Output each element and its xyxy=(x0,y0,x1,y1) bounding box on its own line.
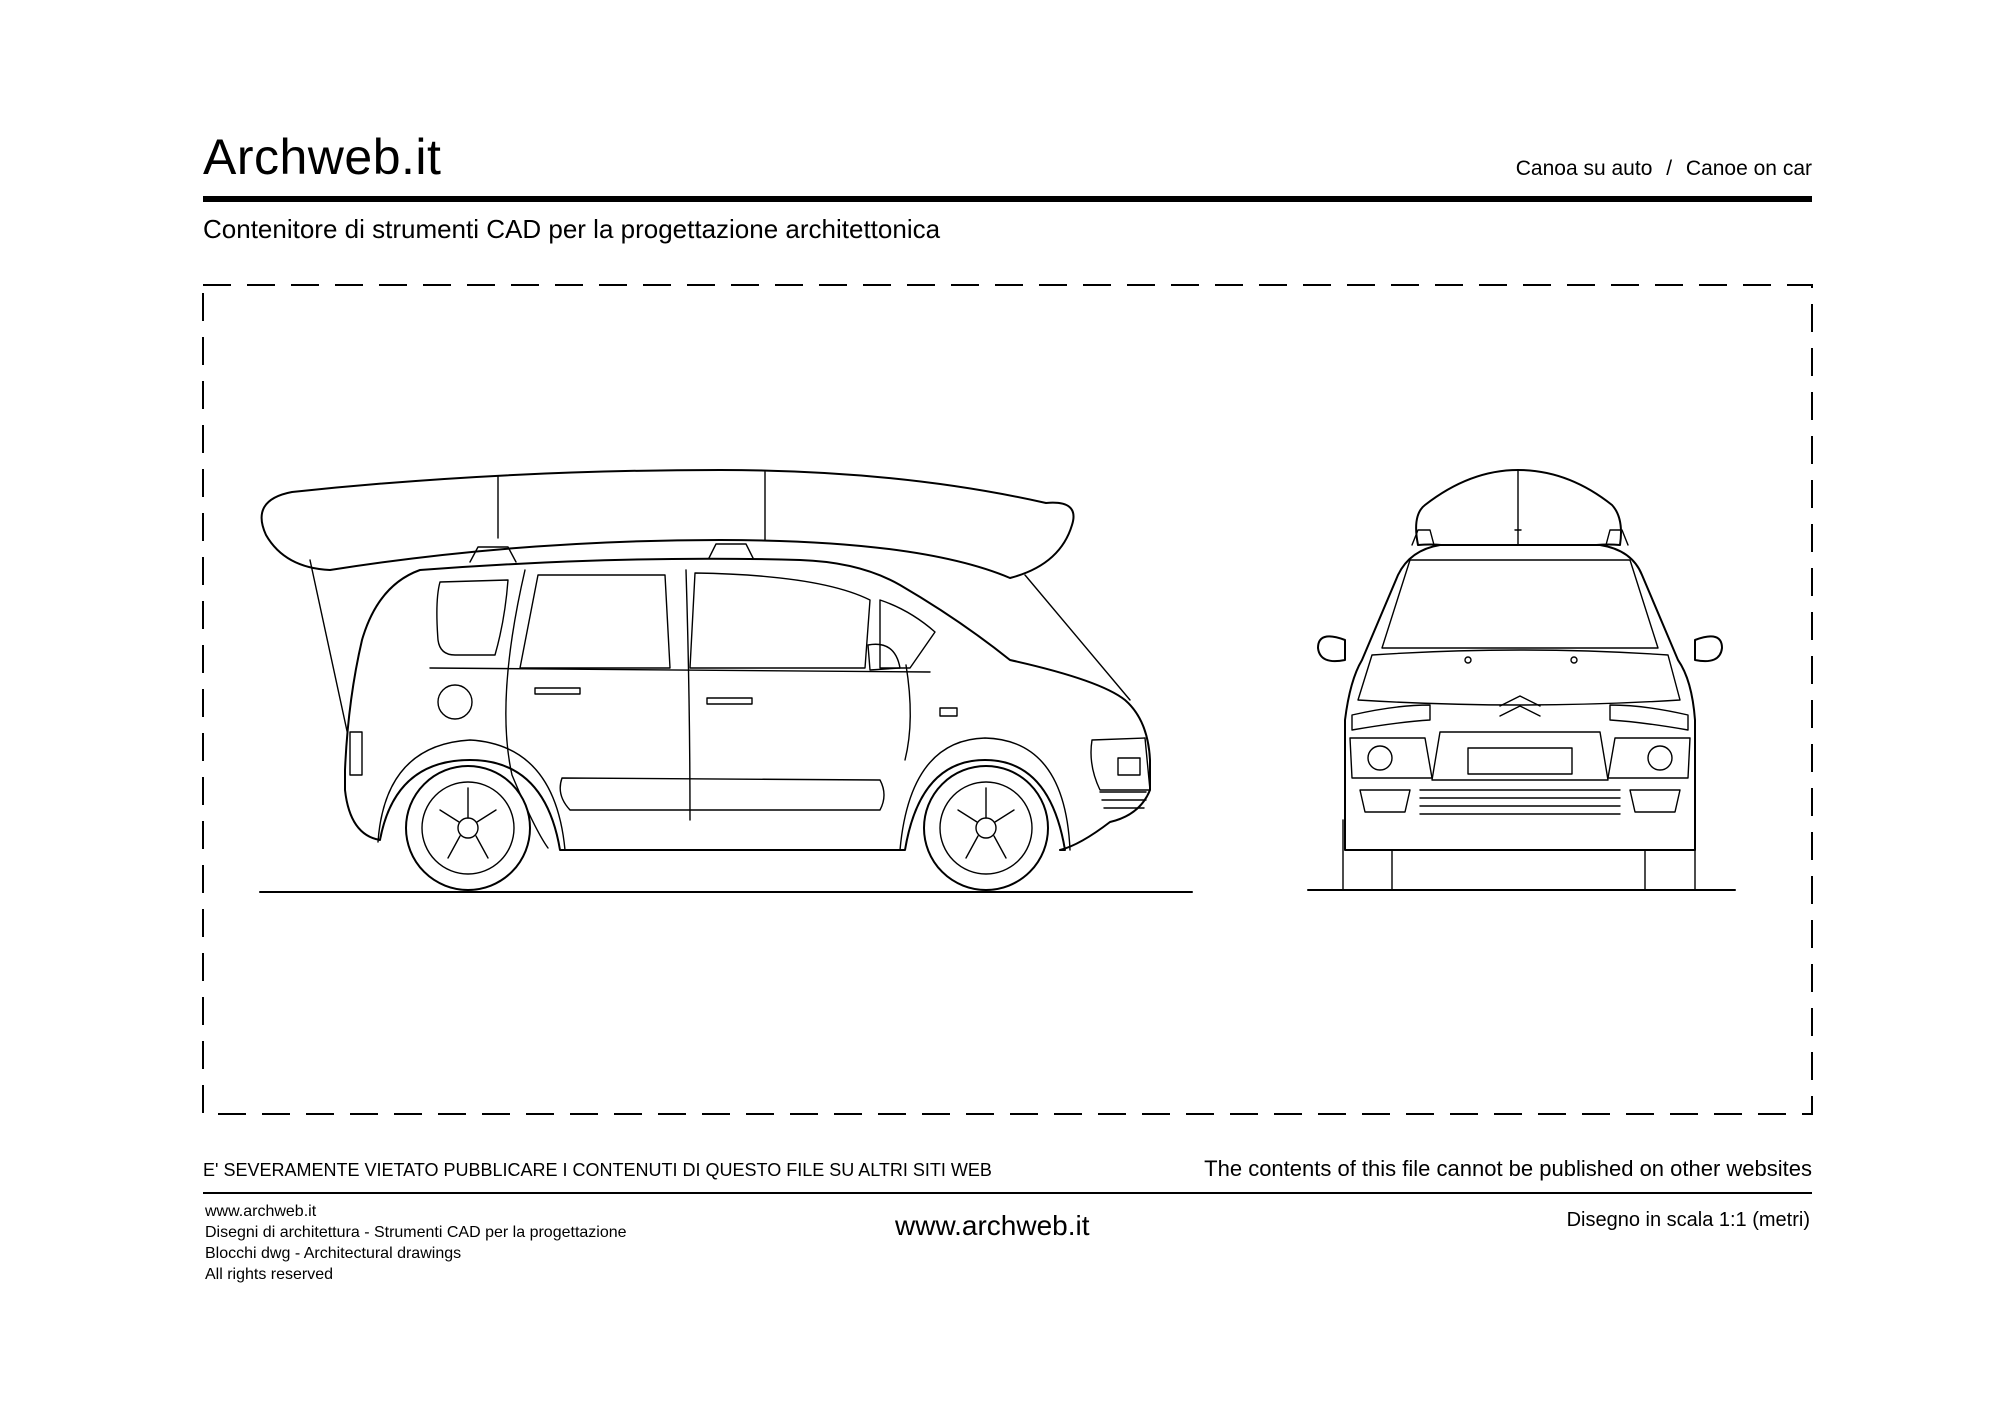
subtitle: Contenitore di strumenti CAD per la progettazione architettonica xyxy=(203,214,941,244)
brand-logo: Archweb.it xyxy=(203,129,442,185)
title-english: Canoe on car xyxy=(1685,157,1812,180)
title-italian: Canoa su auto xyxy=(1515,157,1653,180)
credits-line: All rights reserved xyxy=(205,1266,334,1283)
front-view xyxy=(1308,470,1735,890)
website-link[interactable]: www.archweb.it xyxy=(895,1210,1090,1241)
warning-italian: E' SEVERAMENTE VIETATO PUBBLICARE I CONTENUTI DI QUESTO FILE SU ALTRI SITI WEB xyxy=(203,1160,992,1180)
credits-line: www.archweb.it xyxy=(205,1203,317,1220)
footer-rule xyxy=(203,1192,1812,1194)
front-wheel-side xyxy=(924,766,1048,890)
rear-wheel-side xyxy=(406,766,530,890)
scale-note: Disegno in scala 1:1 (metri) xyxy=(1566,1209,1810,1231)
warning-english: The contents of this file cannot be published on other websites xyxy=(1204,1156,1812,1181)
credits-line: Disegni di architettura - Strumenti CAD per la progettazione xyxy=(205,1224,627,1241)
title-separator: / xyxy=(1666,157,1673,180)
credits-block xyxy=(205,1201,627,1285)
credits-line: Blocchi dwg - Architectural drawings xyxy=(205,1245,462,1262)
car-front xyxy=(1318,530,1722,890)
side-view xyxy=(260,470,1192,892)
